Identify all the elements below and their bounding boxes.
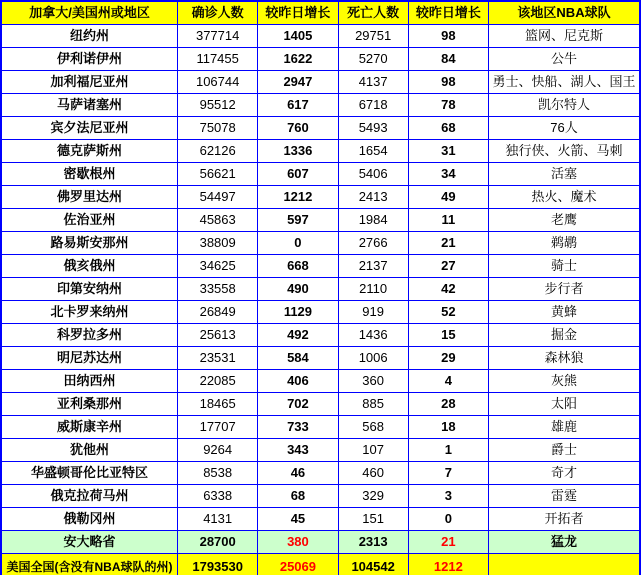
cell-region: 俄克拉荷马州 bbox=[1, 485, 178, 508]
cell-cases-total: 1793530 bbox=[178, 554, 258, 575]
cell-cases: 23531 bbox=[178, 347, 258, 370]
cell-teams: 爵士 bbox=[489, 439, 640, 462]
table-row bbox=[1, 347, 640, 370]
cell-teams: 开拓者 bbox=[489, 508, 640, 531]
cell-death-delta: 21 bbox=[408, 232, 488, 255]
cell-region: 田纳西州 bbox=[1, 370, 178, 393]
cell-deaths: 568 bbox=[338, 416, 408, 439]
cell-case-delta: 733 bbox=[258, 416, 338, 439]
cell-region: 马萨诸塞州 bbox=[1, 94, 178, 117]
cell-deaths: 460 bbox=[338, 462, 408, 485]
cell-case-delta: 584 bbox=[258, 347, 338, 370]
cell-cases: 4131 bbox=[178, 508, 258, 531]
cell-cases: 34625 bbox=[178, 255, 258, 278]
cell-deaths: 1654 bbox=[338, 140, 408, 163]
cell-death-delta: 3 bbox=[408, 485, 488, 508]
cell-death-delta: 49 bbox=[408, 186, 488, 209]
cell-teams: 公牛 bbox=[489, 48, 640, 71]
cell-cases: 6338 bbox=[178, 485, 258, 508]
cell-teams: 步行者 bbox=[489, 278, 640, 301]
cell-death-delta: 27 bbox=[408, 255, 488, 278]
cell-cases: 45863 bbox=[178, 209, 258, 232]
cell-case-delta: 343 bbox=[258, 439, 338, 462]
cell-deaths: 5493 bbox=[338, 117, 408, 140]
cell-region: 俄亥俄州 bbox=[1, 255, 178, 278]
cell-cases: 9264 bbox=[178, 439, 258, 462]
column-header-region: 加拿大/美国州或地区 bbox=[1, 1, 178, 25]
cell-deaths: 2413 bbox=[338, 186, 408, 209]
cell-deaths: 2766 bbox=[338, 232, 408, 255]
cell-case-delta: 490 bbox=[258, 278, 338, 301]
cell-region: 印第安纳州 bbox=[1, 278, 178, 301]
table-row bbox=[1, 508, 640, 531]
cell-case-delta: 607 bbox=[258, 163, 338, 186]
cell-teams: 勇士、快船、湖人、国王 bbox=[489, 71, 640, 94]
cell-teams: 76人 bbox=[489, 117, 640, 140]
cell-region: 威斯康辛州 bbox=[1, 416, 178, 439]
cell-deaths: 885 bbox=[338, 393, 408, 416]
cell-case-delta: 45 bbox=[258, 508, 338, 531]
table-row bbox=[1, 416, 640, 439]
table-row bbox=[1, 324, 640, 347]
table-row bbox=[1, 439, 640, 462]
cell-death-delta: 42 bbox=[408, 278, 488, 301]
cell-cases: 75078 bbox=[178, 117, 258, 140]
cell-death-delta: 31 bbox=[408, 140, 488, 163]
cell-deaths: 6718 bbox=[338, 94, 408, 117]
cell-cases: 18465 bbox=[178, 393, 258, 416]
cell-region-total: 美国全国(含没有NBA球队的州) bbox=[1, 554, 178, 575]
table-row-canada bbox=[1, 531, 640, 554]
cell-cases: 28700 bbox=[178, 531, 258, 554]
table-row bbox=[1, 485, 640, 508]
header-row bbox=[1, 1, 640, 25]
cell-case-delta: 0 bbox=[258, 232, 338, 255]
table-row bbox=[1, 255, 640, 278]
cell-deaths: 151 bbox=[338, 508, 408, 531]
cell-deaths: 360 bbox=[338, 370, 408, 393]
cell-case-delta: 668 bbox=[258, 255, 338, 278]
cell-cases: 62126 bbox=[178, 140, 258, 163]
cell-region: 密歇根州 bbox=[1, 163, 178, 186]
cell-death-delta: 11 bbox=[408, 209, 488, 232]
cell-case-delta: 1129 bbox=[258, 301, 338, 324]
cell-cases: 117455 bbox=[178, 48, 258, 71]
column-header-teams: 该地区NBA球队 bbox=[489, 1, 640, 25]
cell-death-delta: 7 bbox=[408, 462, 488, 485]
table-row bbox=[1, 462, 640, 485]
column-header-deaths: 死亡人数 bbox=[338, 1, 408, 25]
cell-deaths: 5406 bbox=[338, 163, 408, 186]
cell-teams: 活塞 bbox=[489, 163, 640, 186]
cell-death-delta: 18 bbox=[408, 416, 488, 439]
cell-death-delta: 4 bbox=[408, 370, 488, 393]
cell-death-delta: 15 bbox=[408, 324, 488, 347]
cell-teams: 老鹰 bbox=[489, 209, 640, 232]
cell-teams: 灰熊 bbox=[489, 370, 640, 393]
cell-cases: 95512 bbox=[178, 94, 258, 117]
cell-teams: 热火、魔术 bbox=[489, 186, 640, 209]
cell-cases: 54497 bbox=[178, 186, 258, 209]
cell-region: 亚利桑那州 bbox=[1, 393, 178, 416]
table-row bbox=[1, 71, 640, 94]
cell-case-delta: 1336 bbox=[258, 140, 338, 163]
cell-case-delta: 702 bbox=[258, 393, 338, 416]
table-header bbox=[1, 1, 640, 25]
cell-deaths: 1984 bbox=[338, 209, 408, 232]
cell-death-delta: 0 bbox=[408, 508, 488, 531]
cell-deaths-total: 104542 bbox=[338, 554, 408, 575]
cell-region: 安大略省 bbox=[1, 531, 178, 554]
cell-cases: 25613 bbox=[178, 324, 258, 347]
cell-deaths: 2137 bbox=[338, 255, 408, 278]
cell-teams: 猛龙 bbox=[489, 531, 640, 554]
cell-case-delta: 380 bbox=[258, 531, 338, 554]
cell-death-delta: 21 bbox=[408, 531, 488, 554]
cell-deaths: 4137 bbox=[338, 71, 408, 94]
cell-death-delta: 28 bbox=[408, 393, 488, 416]
cell-death-delta: 29 bbox=[408, 347, 488, 370]
cell-region: 佐治亚州 bbox=[1, 209, 178, 232]
cell-death-delta: 84 bbox=[408, 48, 488, 71]
cell-teams: 雄鹿 bbox=[489, 416, 640, 439]
cell-death-delta: 52 bbox=[408, 301, 488, 324]
table-row bbox=[1, 393, 640, 416]
cell-teams: 骑士 bbox=[489, 255, 640, 278]
cell-death-delta: 98 bbox=[408, 25, 488, 48]
cell-case-delta: 597 bbox=[258, 209, 338, 232]
cell-case-delta: 406 bbox=[258, 370, 338, 393]
cell-region: 华盛顿哥伦比亚特区 bbox=[1, 462, 178, 485]
cell-teams: 凯尔特人 bbox=[489, 94, 640, 117]
column-header-death-delta: 较昨日增长 bbox=[408, 1, 488, 25]
table-row bbox=[1, 140, 640, 163]
cell-death-delta: 1 bbox=[408, 439, 488, 462]
cell-case-delta: 1622 bbox=[258, 48, 338, 71]
table-body bbox=[1, 25, 640, 575]
cell-case-delta: 68 bbox=[258, 485, 338, 508]
cell-cases: 33558 bbox=[178, 278, 258, 301]
cell-deaths: 2313 bbox=[338, 531, 408, 554]
table-row bbox=[1, 163, 640, 186]
cell-cases: 38809 bbox=[178, 232, 258, 255]
cell-region: 宾夕法尼亚州 bbox=[1, 117, 178, 140]
cell-case-delta: 617 bbox=[258, 94, 338, 117]
cell-cases: 106744 bbox=[178, 71, 258, 94]
cell-cases: 26849 bbox=[178, 301, 258, 324]
table-row bbox=[1, 370, 640, 393]
cell-death-delta: 68 bbox=[408, 117, 488, 140]
cell-region: 科罗拉多州 bbox=[1, 324, 178, 347]
cell-case-delta: 760 bbox=[258, 117, 338, 140]
cell-region: 佛罗里达州 bbox=[1, 186, 178, 209]
cell-teams: 黄蜂 bbox=[489, 301, 640, 324]
table-row bbox=[1, 117, 640, 140]
cell-teams: 掘金 bbox=[489, 324, 640, 347]
table-row bbox=[1, 48, 640, 71]
cell-teams: 森林狼 bbox=[489, 347, 640, 370]
cell-region: 北卡罗来纳州 bbox=[1, 301, 178, 324]
cell-region: 伊利诺伊州 bbox=[1, 48, 178, 71]
column-header-cases: 确诊人数 bbox=[178, 1, 258, 25]
table-row bbox=[1, 94, 640, 117]
cell-region: 纽约州 bbox=[1, 25, 178, 48]
table-row bbox=[1, 301, 640, 324]
cell-cases: 22085 bbox=[178, 370, 258, 393]
table-row bbox=[1, 232, 640, 255]
cell-case-delta: 1212 bbox=[258, 186, 338, 209]
cell-case-delta: 46 bbox=[258, 462, 338, 485]
cell-region: 德克萨斯州 bbox=[1, 140, 178, 163]
cell-death-delta: 78 bbox=[408, 94, 488, 117]
cell-deaths: 29751 bbox=[338, 25, 408, 48]
cell-deaths: 107 bbox=[338, 439, 408, 462]
cell-region: 路易斯安那州 bbox=[1, 232, 178, 255]
table-row-total bbox=[1, 554, 640, 575]
cell-death-delta-total: 1212 bbox=[408, 554, 488, 575]
table-row bbox=[1, 186, 640, 209]
cell-teams: 鹈鹕 bbox=[489, 232, 640, 255]
column-header-case-delta: 较昨日增长 bbox=[258, 1, 338, 25]
cell-deaths: 2110 bbox=[338, 278, 408, 301]
cell-deaths: 919 bbox=[338, 301, 408, 324]
table-row bbox=[1, 278, 640, 301]
cell-cases: 56621 bbox=[178, 163, 258, 186]
cell-death-delta: 34 bbox=[408, 163, 488, 186]
cell-region: 俄勒冈州 bbox=[1, 508, 178, 531]
cell-teams: 太阳 bbox=[489, 393, 640, 416]
table-row bbox=[1, 25, 640, 48]
cell-cases: 17707 bbox=[178, 416, 258, 439]
cell-case-delta: 2947 bbox=[258, 71, 338, 94]
cell-deaths: 1436 bbox=[338, 324, 408, 347]
cell-region: 加利福尼亚州 bbox=[1, 71, 178, 94]
cell-case-delta: 492 bbox=[258, 324, 338, 347]
cell-teams: 篮网、尼克斯 bbox=[489, 25, 640, 48]
cell-cases: 8538 bbox=[178, 462, 258, 485]
cell-case-delta-total: 25069 bbox=[258, 554, 338, 575]
cell-deaths: 1006 bbox=[338, 347, 408, 370]
cell-case-delta: 1405 bbox=[258, 25, 338, 48]
table-row bbox=[1, 209, 640, 232]
cell-teams: 独行侠、火箭、马刺 bbox=[489, 140, 640, 163]
cell-region: 犹他州 bbox=[1, 439, 178, 462]
cell-deaths: 329 bbox=[338, 485, 408, 508]
cell-cases: 377714 bbox=[178, 25, 258, 48]
cell-teams: 奇才 bbox=[489, 462, 640, 485]
cell-teams-total bbox=[489, 554, 640, 575]
cell-death-delta: 98 bbox=[408, 71, 488, 94]
cell-region: 明尼苏达州 bbox=[1, 347, 178, 370]
cell-deaths: 5270 bbox=[338, 48, 408, 71]
cell-teams: 雷霆 bbox=[489, 485, 640, 508]
